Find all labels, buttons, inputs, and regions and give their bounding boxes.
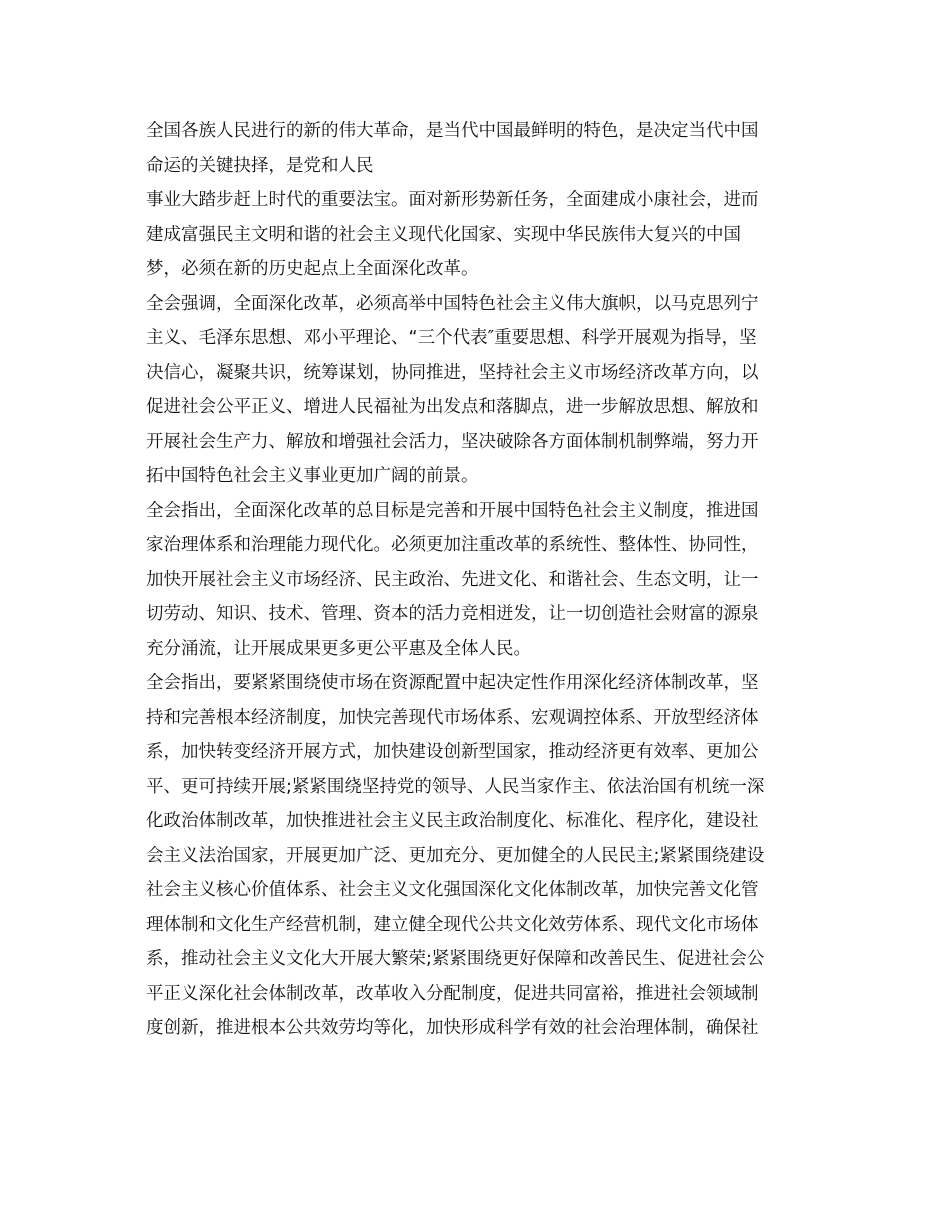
- text-line: 促进社会公平正义、增进人民福祉为出发点和落脚点，进一步解放思想、解放和: [146, 397, 759, 417]
- text-line: 全会指出，全面深化改革的总目标是完善和开展中国特色社会主义制度，推进国: [146, 500, 759, 521]
- text-line: 命运的关键抉择，是党和人民: [146, 155, 374, 176]
- text-line: 家治理体系和治理能力现代化。必须更加注重改革的系统性、整体性、协同性，: [146, 535, 759, 555]
- text-line: 理体制和文化生产经营机制，建立健全现代公共文化效劳体系、现代文化市场体: [146, 914, 759, 935]
- text-line: 切劳动、知识、技术、管理、资本的活力竞相迸发，让一切创造社会财富的源泉: [146, 604, 759, 624]
- text-line: 全会强调，全面深化改革，必须高举中国特色社会主义伟大旗帜，以马克思列宁: [146, 293, 759, 314]
- text-line: 开展社会生产力、解放和增强社会活力，坚决破除各方面体制机制弊端，努力开: [146, 431, 759, 452]
- text-line: 持和完善根本经济制度，加快完善现代市场体系、宏观调控体系、开放型经济体: [146, 707, 759, 728]
- text-line: 全国各族人民进行的新的伟大革命，是当代中国最鲜明的特色，是决定当代中国: [146, 121, 759, 141]
- body-text: [146, 114, 810, 1046]
- text-line: 化政治体制改革，加快推进社会主义民主政治制度化、标准化、程序化，建设社: [146, 811, 759, 831]
- text-line: 加快开展社会主义市场经济、民主政治、先进文化、和谐社会、生态文明，让一: [146, 569, 759, 590]
- text-line: 拓中国特色社会主义事业更加广阔的前景。: [146, 466, 479, 486]
- text-line: 全会指出，要紧紧围绕使市场在资源配置中起决定性作用深化经济体制改革，坚: [146, 673, 759, 693]
- text-line: 平正义深化社会体制改革，改革收入分配制度，促进共同富裕，推进社会领域制: [146, 983, 759, 1004]
- text-line: 度创新，推进根本公共效劳均等化，加快形成科学有效的社会治理体制，确保社: [146, 1018, 759, 1038]
- text-line: 决信心，凝聚共识，统筹谋划，协同推进，坚持社会主义市场经济改革方向，以: [146, 362, 759, 383]
- text-line: 建成富强民主文明和谐的社会主义现代化国家、实现中华民族伟大复兴的中国: [146, 224, 741, 245]
- text-line: 梦，必须在新的历史起点上全面深化改革。: [146, 259, 479, 279]
- text-line: 系，加快转变经济开展方式，加快建设创新型国家，推动经济更有效率、更加公: [146, 742, 759, 762]
- text-line: 主义、毛泽东思想、邓小平理论、“三个代表″重要思想、科学开展观为指导，坚: [146, 328, 757, 348]
- text-line: 社会主义核心价值体系、社会主义文化强国深化文化体制改革，加快完善文化管: [146, 880, 759, 900]
- text-line: 系，推动社会主义文化大开展大繁荣;紧紧围绕更好保障和改善民生、促进社会公: [146, 949, 765, 969]
- text-line: 平、更可持续开展;紧紧围绕坚持党的领导、人民当家作主、依法治国有机统一深: [146, 776, 765, 797]
- text-line: 充分涌流，让开展成果更多更公平惠及全体人民。: [146, 638, 531, 659]
- text-line: 事业大踏步赶上时代的重要法宝。面对新形势新任务，全面建成小康社会，进而: [146, 190, 759, 210]
- text-line: 会主义法治国家，开展更加广泛、更加充分、更加健全的人民民主;紧紧围绕建设: [146, 845, 765, 866]
